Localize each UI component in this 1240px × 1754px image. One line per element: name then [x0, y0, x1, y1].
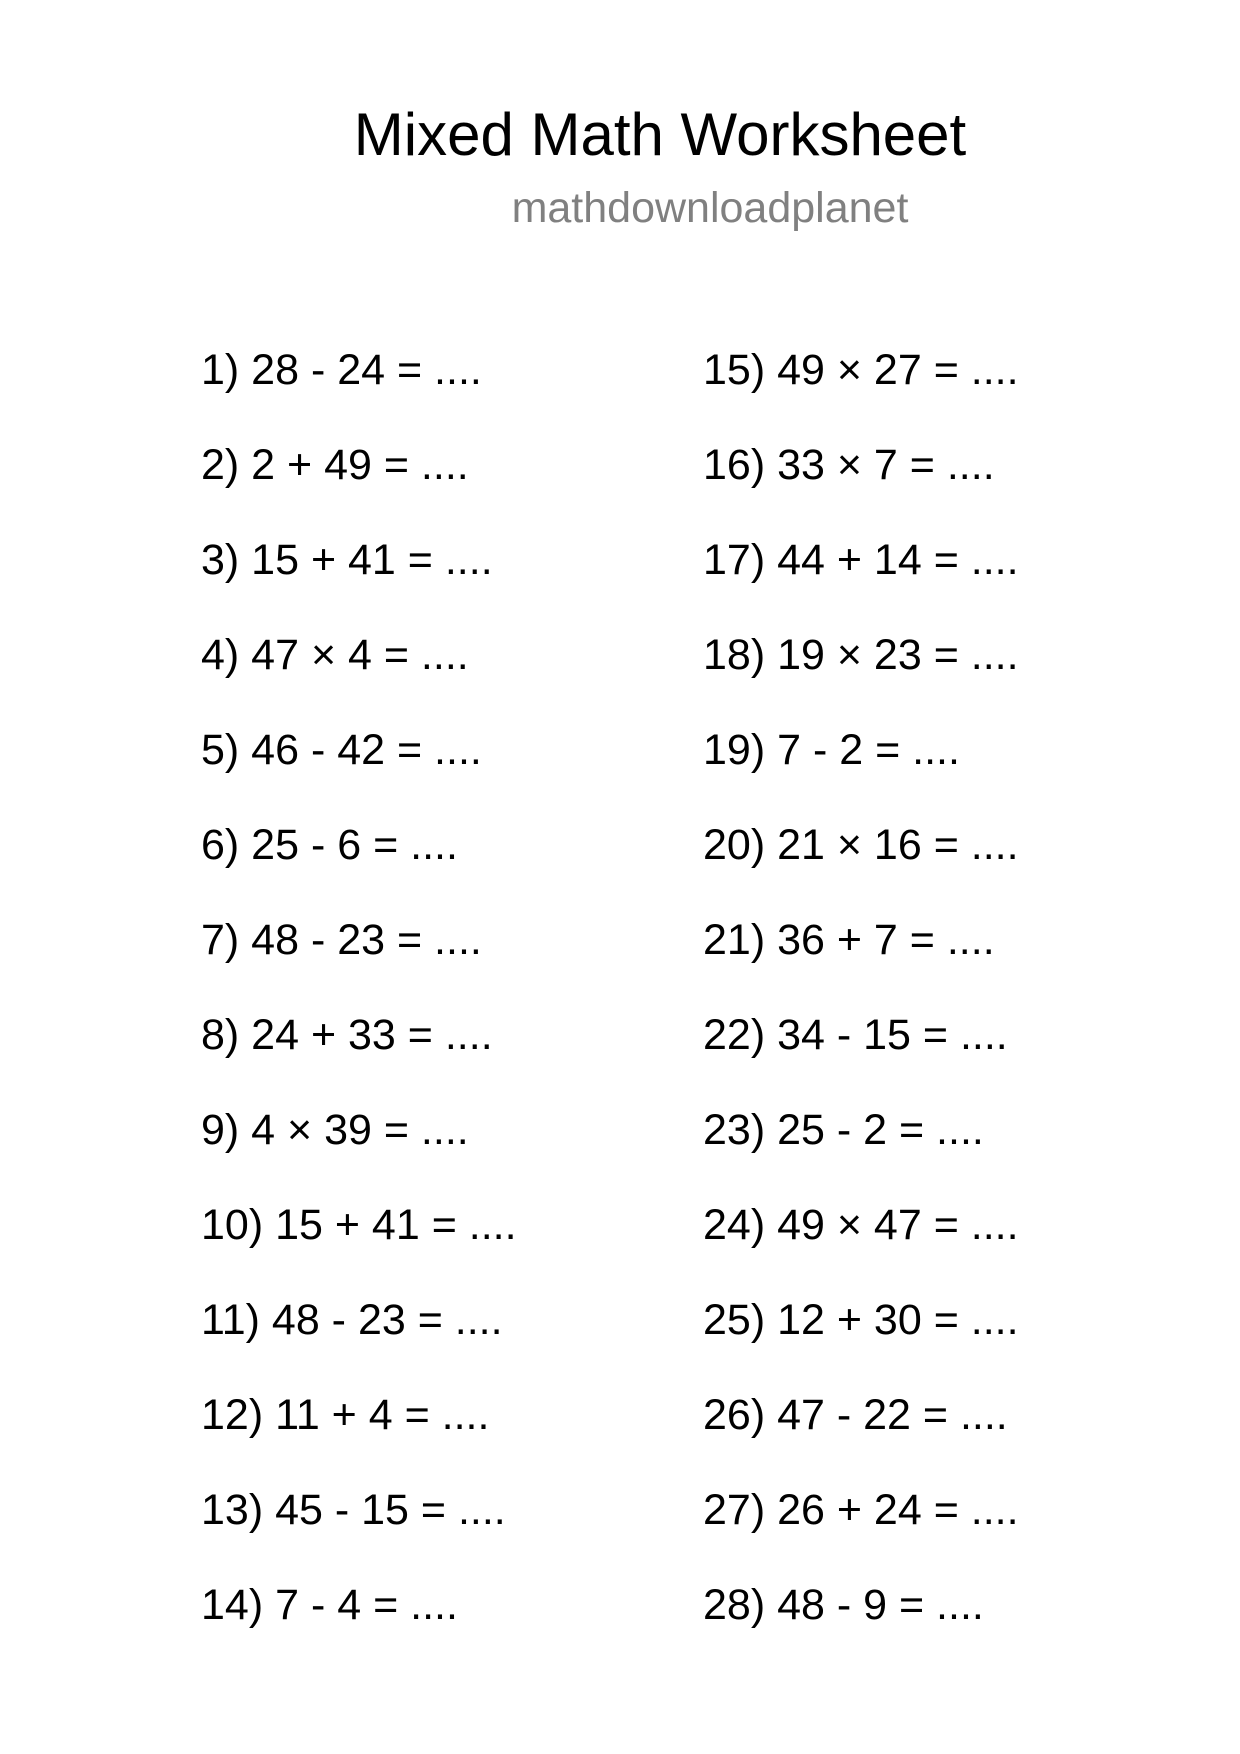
- math-problem: 2) 2 + 49 = ....: [201, 441, 469, 489]
- math-problem: 23) 25 - 2 = ....: [703, 1106, 984, 1154]
- problem-column-right: [703, 345, 1163, 1675]
- math-problem: 1) 28 - 24 = ....: [201, 346, 482, 394]
- math-problem: 15) 49 × 27 = ....: [703, 346, 1019, 394]
- math-problem: 28) 48 - 9 = ....: [703, 1581, 984, 1629]
- math-problem: 24) 49 × 47 = ....: [703, 1201, 1019, 1249]
- math-problem: 16) 33 × 7 = ....: [703, 441, 995, 489]
- math-problem: 10) 15 + 41 = ....: [201, 1201, 517, 1249]
- math-problem: 26) 47 - 22 = ....: [703, 1391, 1008, 1439]
- math-problem: 19) 7 - 2 = ....: [703, 726, 960, 774]
- math-problem: 20) 21 × 16 = ....: [703, 821, 1019, 869]
- math-problem: 5) 46 - 42 = ....: [201, 726, 482, 774]
- math-problem: 27) 26 + 24 = ....: [703, 1486, 1019, 1534]
- worksheet-title: Mixed Math Worksheet: [353, 101, 967, 168]
- math-problem: 22) 34 - 15 = ....: [703, 1011, 1008, 1059]
- math-problem: 7) 48 - 23 = ....: [201, 916, 482, 964]
- math-problem: 25) 12 + 30 = ....: [703, 1296, 1019, 1344]
- worksheet-source: mathdownloadplanet: [511, 184, 909, 232]
- math-problem: 11) 48 - 23 = ....: [201, 1296, 503, 1344]
- math-problem: 12) 11 + 4 = ....: [201, 1391, 490, 1439]
- math-problem: 13) 45 - 15 = ....: [201, 1486, 506, 1534]
- math-problem: 9) 4 × 39 = ....: [201, 1106, 469, 1154]
- math-problem: 6) 25 - 6 = ....: [201, 821, 458, 869]
- math-problem: 3) 15 + 41 = ....: [201, 536, 493, 584]
- math-problem: 4) 47 × 4 = ....: [201, 631, 469, 679]
- math-problem: 8) 24 + 33 = ....: [201, 1011, 493, 1059]
- math-problem: 18) 19 × 23 = ....: [703, 631, 1019, 679]
- math-problem: 14) 7 - 4 = ....: [201, 1581, 458, 1629]
- math-problem: 21) 36 + 7 = ....: [703, 916, 995, 964]
- problem-column-left: [201, 345, 621, 1675]
- math-problem: 17) 44 + 14 = ....: [703, 536, 1019, 584]
